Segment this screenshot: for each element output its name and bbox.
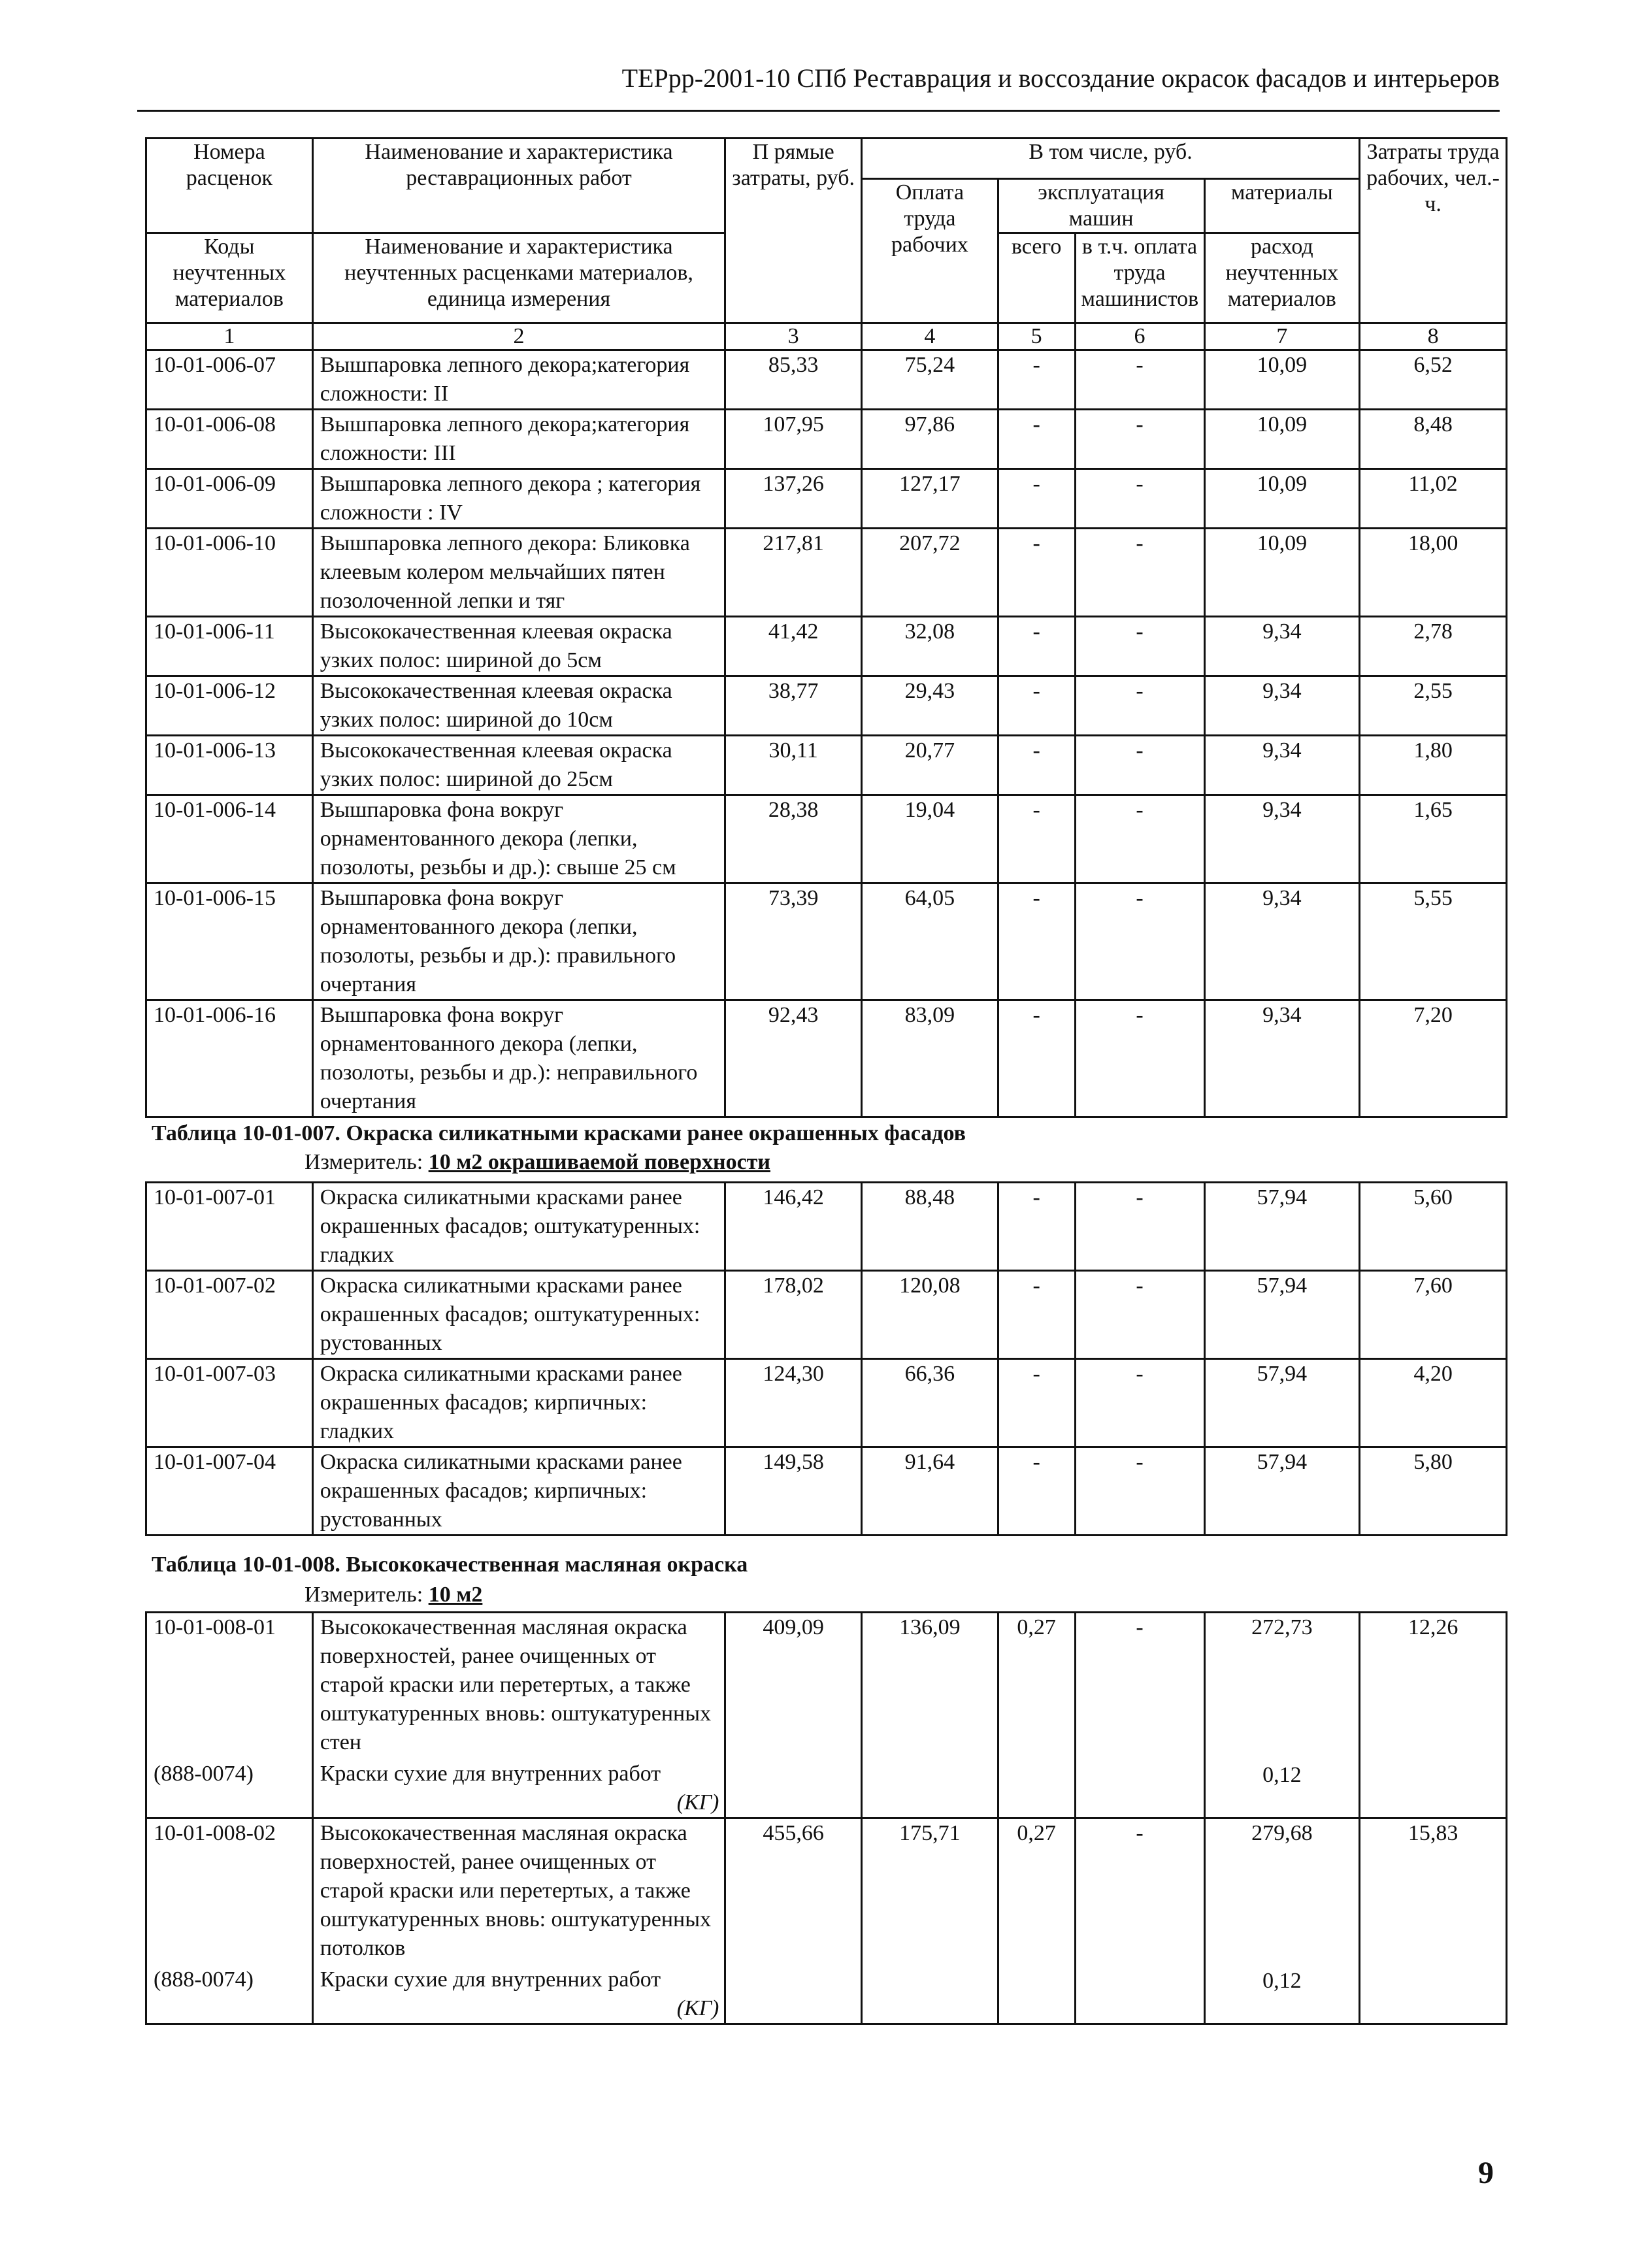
worker-pay: 88,48 [862, 1183, 998, 1271]
rate-code: 10-01-006-07 [146, 350, 313, 410]
col-material-usage-header: расход неучтенных материалов [1204, 233, 1360, 323]
machinist-pay: - [1075, 1818, 1204, 2024]
column-number: 7 [1204, 323, 1360, 350]
rate-code: 10-01-007-01 [146, 1183, 313, 1271]
worker-pay: 91,64 [862, 1447, 998, 1536]
col-machines-header: эксплуатация машин [998, 179, 1204, 233]
worker-pay: 127,17 [862, 469, 998, 529]
column-numbers-row [146, 323, 1507, 350]
work-name: Окраска силикатными красками ранее окрашенных фасадов; кирпичных: гладких [312, 1359, 725, 1447]
work-name: Окраска силикатными красками ранее окрашенных фасадов; оштукатуренных: гладких [312, 1183, 725, 1271]
machines-total: - [998, 469, 1075, 529]
machinist-pay: - [1075, 676, 1204, 736]
column-number: 6 [1075, 323, 1204, 350]
direct-costs: 92,43 [725, 1000, 862, 1117]
work-name: Высококачественная клеевая окраска узких полос: шириной до 25см [312, 736, 725, 795]
direct-costs: 217,81 [725, 529, 862, 617]
materials: 9,34 [1204, 617, 1360, 676]
machines-total: - [998, 795, 1075, 883]
col-machines-total-header: всего [998, 233, 1075, 323]
rate-code-cell [146, 1613, 313, 1818]
work-name-cell [312, 1818, 725, 2024]
labor-hours: 1,65 [1360, 795, 1507, 883]
labor-hours: 5,80 [1360, 1447, 1507, 1536]
work-name: Высококачественная клеевая окраска узких полос: шириной до 5см [312, 617, 725, 676]
rates-table-10-01-007 [145, 1181, 1507, 1536]
column-number: 1 [146, 323, 313, 350]
machines-total: - [998, 617, 1075, 676]
column-number: 2 [312, 323, 725, 350]
table-row [146, 1818, 1507, 2024]
table-body [146, 1613, 1507, 2024]
col-direct-costs-header: П рямые затраты, руб. [725, 139, 862, 323]
worker-pay: 64,05 [862, 883, 998, 1000]
materials-cell [1204, 1818, 1360, 2024]
table-measure-10-01-007 [305, 1150, 770, 1175]
labor-hours: 4,20 [1360, 1359, 1507, 1447]
work-name: Окраска силикатными красками ранее окрашенных фасадов; оштукатуренных: рустованных [312, 1271, 725, 1359]
machinist-pay: - [1075, 350, 1204, 410]
rate-code: 10-01-008-02 [154, 1821, 276, 1845]
rate-code: 10-01-006-12 [146, 676, 313, 736]
machines-total: - [998, 350, 1075, 410]
material-code: (888-0074) [154, 1762, 254, 1786]
work-name: Высококачественная клеевая окраска узких полос: шириной до 10см [312, 676, 725, 736]
col-materials-header: материалы [1204, 179, 1360, 233]
work-name-cell [312, 1613, 725, 1818]
rate-code-cell [146, 1818, 313, 2024]
direct-costs: 124,30 [725, 1359, 862, 1447]
col-works-header: Наименование и характеристика реставрационных работ [312, 139, 725, 233]
machines-total: - [998, 1271, 1075, 1359]
materials: 272,73 [1251, 1615, 1313, 1639]
materials: 57,94 [1204, 1271, 1360, 1359]
machines-total: 0,27 [998, 1613, 1075, 1818]
rate-code: 10-01-006-08 [146, 410, 313, 469]
machinist-pay: - [1075, 529, 1204, 617]
col-labor-hours-header: Затраты труда рабочих, чел.-ч. [1360, 139, 1507, 323]
col-including-header: В том числе, руб. [862, 139, 1360, 179]
machines-total: - [998, 1183, 1075, 1271]
table-row [146, 1183, 1507, 1271]
machines-total: - [998, 1000, 1075, 1117]
machines-total: - [998, 529, 1075, 617]
labor-hours: 8,48 [1360, 410, 1507, 469]
rates-table-10-01-008 [145, 1611, 1507, 2025]
table-row [146, 1447, 1507, 1536]
labor-hours: 2,55 [1360, 676, 1507, 736]
work-name: Вышпаровка фона вокруг орнаментованного декора (лепки, позолоты, резьбы и др.): неправильного очертания [312, 1000, 725, 1117]
machinist-pay: - [1075, 617, 1204, 676]
worker-pay: 29,43 [862, 676, 998, 736]
column-number: 3 [725, 323, 862, 350]
rate-code: 10-01-006-09 [146, 469, 313, 529]
rate-code: 10-01-006-15 [146, 883, 313, 1000]
table-body [146, 1183, 1507, 1536]
materials: 279,68 [1251, 1821, 1313, 1845]
machines-total: - [998, 883, 1075, 1000]
direct-costs: 149,58 [725, 1447, 862, 1536]
measure-label: Измеритель: [305, 1150, 423, 1174]
table-row [146, 1271, 1507, 1359]
materials: 57,94 [1204, 1447, 1360, 1536]
work-name: Вышпаровка лепного декора ; категория сложности : IV [312, 469, 725, 529]
rate-code: 10-01-007-03 [146, 1359, 313, 1447]
col-material-codes-header: Коды неучтенных материалов [146, 233, 313, 323]
materials: 57,94 [1204, 1359, 1360, 1447]
worker-pay: 19,04 [862, 795, 998, 883]
worker-pay: 97,86 [862, 410, 998, 469]
measure-value: 10 м2 окрашиваемой поверхности [428, 1150, 770, 1174]
table-row [146, 350, 1507, 410]
rates-table-10-01-006 [145, 137, 1507, 1118]
direct-costs: 85,33 [725, 350, 862, 410]
work-name: Вышпаровка лепного декора;категория сложности: III [312, 410, 725, 469]
direct-costs: 38,77 [725, 676, 862, 736]
material-name: Краски сухие для внутренних работ [320, 1762, 661, 1786]
machines-total: - [998, 676, 1075, 736]
material-name: Краски сухие для внутренних работ [320, 1967, 661, 1992]
direct-costs: 107,95 [725, 410, 862, 469]
direct-costs: 455,66 [725, 1818, 862, 2024]
work-name: Высококачественная масляная окраска поверхностей, ранее очищенных от старой краски или перетертых, а также оштукатуренных вновь: оштукатуренных стен [320, 1615, 712, 1754]
table-row [146, 676, 1507, 736]
worker-pay: 66,36 [862, 1359, 998, 1447]
table-row [146, 795, 1507, 883]
direct-costs: 28,38 [725, 795, 862, 883]
rate-code: 10-01-006-14 [146, 795, 313, 883]
materials: 10,09 [1204, 529, 1360, 617]
labor-hours: 2,78 [1360, 617, 1507, 676]
rate-code: 10-01-006-13 [146, 736, 313, 795]
labor-hours: 18,00 [1360, 529, 1507, 617]
material-code: (888-0074) [154, 1967, 254, 1992]
table-measure-10-01-008 [305, 1583, 482, 1607]
machinist-pay: - [1075, 410, 1204, 469]
rate-code: 10-01-006-11 [146, 617, 313, 676]
measure-value: 10 м2 [428, 1583, 483, 1607]
work-name: Вышпаровка фона вокруг орнаментованного декора (лепки, позолоты, резьбы и др.): свыше 25 см [312, 795, 725, 883]
worker-pay: 32,08 [862, 617, 998, 676]
work-name: Окраска силикатными красками ранее окрашенных фасадов; кирпичных: рустованных [312, 1447, 725, 1536]
table-row [146, 617, 1507, 676]
machinist-pay: - [1075, 1359, 1204, 1447]
col-worker-pay-header: Оплата труда рабочих [862, 179, 998, 323]
labor-hours: 7,20 [1360, 1000, 1507, 1117]
col-machinist-pay-header: в т.ч. оплата труда машинистов [1075, 233, 1204, 323]
page-header-title: ТЕРрр-2001-10 СПб Реставрация и воссоздание окрасок фасадов и интерьеров [621, 63, 1500, 93]
worker-pay: 136,09 [862, 1613, 998, 1818]
table-body [146, 350, 1507, 1117]
rate-code: 10-01-006-10 [146, 529, 313, 617]
worker-pay: 75,24 [862, 350, 998, 410]
table-row [146, 736, 1507, 795]
machines-total: - [998, 1447, 1075, 1536]
machinist-pay: - [1075, 1613, 1204, 1818]
labor-hours: 1,80 [1360, 736, 1507, 795]
materials: 9,34 [1204, 883, 1360, 1000]
work-name: Вышпаровка фона вокруг орнаментованного декора (лепки, позолоты, резьбы и др.): правильного очертания [312, 883, 725, 1000]
table-row [146, 1613, 1507, 1818]
labor-hours: 11,02 [1360, 469, 1507, 529]
material-unit: (КГ) [676, 1996, 719, 2020]
table-row [146, 469, 1507, 529]
column-number: 4 [862, 323, 998, 350]
worker-pay: 120,08 [862, 1271, 998, 1359]
machinist-pay: - [1075, 1183, 1204, 1271]
materials: 9,34 [1204, 795, 1360, 883]
column-number: 8 [1360, 323, 1507, 350]
table-row [146, 883, 1507, 1000]
machines-total: 0,27 [998, 1818, 1075, 2024]
materials: 9,34 [1204, 676, 1360, 736]
materials-cell [1204, 1613, 1360, 1818]
machinist-pay: - [1075, 1271, 1204, 1359]
table-row [146, 529, 1507, 617]
direct-costs: 41,42 [725, 617, 862, 676]
table-row [146, 1359, 1507, 1447]
table-row [146, 1000, 1507, 1117]
labor-hours: 6,52 [1360, 350, 1507, 410]
worker-pay: 20,77 [862, 736, 998, 795]
page-header [137, 58, 1500, 112]
machinist-pay: - [1075, 883, 1204, 1000]
worker-pay: 207,72 [862, 529, 998, 617]
direct-costs: 73,39 [725, 883, 862, 1000]
labor-hours: 7,60 [1360, 1271, 1507, 1359]
direct-costs: 409,09 [725, 1613, 862, 1818]
materials: 10,09 [1204, 350, 1360, 410]
rate-code: 10-01-007-04 [146, 1447, 313, 1536]
labor-hours: 5,55 [1360, 883, 1507, 1000]
table-row [146, 410, 1507, 469]
work-name: Вышпаровка лепного декора;категория сложности: II [312, 350, 725, 410]
col-material-names-header: Наименование и характеристика неучтенных расценками материалов, единица измерения [312, 233, 725, 323]
machines-total: - [998, 1359, 1075, 1447]
machinist-pay: - [1075, 1000, 1204, 1117]
machines-total: - [998, 736, 1075, 795]
machinist-pay: - [1075, 736, 1204, 795]
machinist-pay: - [1075, 795, 1204, 883]
page-number: 9 [1478, 2156, 1494, 2190]
work-name: Вышпаровка лепного декора: Бликовка клеевым колером мельчайших пятен позолоченной лепки и тяг [312, 529, 725, 617]
labor-hours: 15,83 [1360, 1818, 1507, 2024]
materials: 9,34 [1204, 736, 1360, 795]
machinist-pay: - [1075, 1447, 1204, 1536]
materials: 10,09 [1204, 410, 1360, 469]
direct-costs: 30,11 [725, 736, 862, 795]
material-usage: 0,12 [1262, 1763, 1302, 1787]
materials: 9,34 [1204, 1000, 1360, 1117]
labor-hours: 12,26 [1360, 1613, 1507, 1818]
work-name: Высококачественная масляная окраска поверхностей, ранее очищенных от старой краски или перетертых, а также оштукатуренных вновь: оштукатуренных потолков [320, 1821, 712, 1960]
machines-total: - [998, 410, 1075, 469]
material-usage: 0,12 [1262, 1969, 1302, 1993]
column-number: 5 [998, 323, 1075, 350]
table-caption-10-01-008: Таблица 10-01-008. Высококачественная масляная окраска [152, 1553, 748, 1577]
machinist-pay: - [1075, 469, 1204, 529]
direct-costs: 137,26 [725, 469, 862, 529]
col-codes-header: Номера расценок [146, 139, 313, 233]
worker-pay: 175,71 [862, 1818, 998, 2024]
rate-code: 10-01-007-02 [146, 1271, 313, 1359]
table-caption-10-01-007: Таблица 10-01-007. Окраска силикатными красками ранее окрашенных фасадов [152, 1121, 966, 1145]
direct-costs: 146,42 [725, 1183, 862, 1271]
rate-code: 10-01-006-16 [146, 1000, 313, 1117]
materials: 10,09 [1204, 469, 1360, 529]
rate-code: 10-01-008-01 [154, 1615, 276, 1639]
measure-label: Измеритель: [305, 1583, 423, 1607]
materials: 57,94 [1204, 1183, 1360, 1271]
worker-pay: 83,09 [862, 1000, 998, 1117]
material-unit: (КГ) [676, 1790, 719, 1815]
labor-hours: 5,60 [1360, 1183, 1507, 1271]
direct-costs: 178,02 [725, 1271, 862, 1359]
